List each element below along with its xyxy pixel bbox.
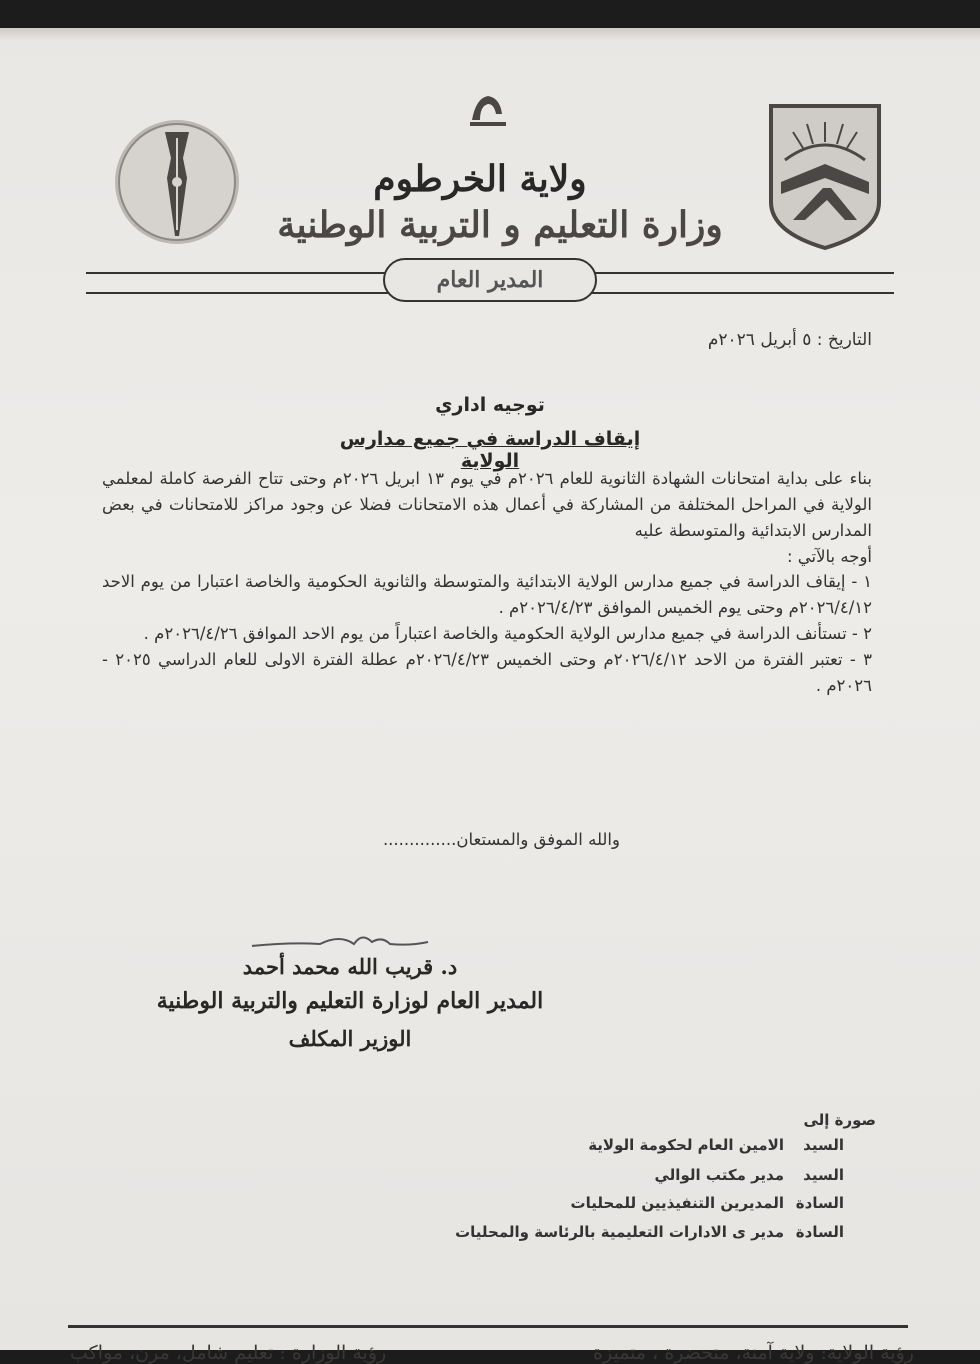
copy-recipient	[655, 1166, 845, 1184]
recipient-title: السيد	[803, 1166, 844, 1184]
document-type: توجيه اداري	[435, 394, 545, 416]
letter-page	[0, 28, 980, 1364]
recipient-name: الامين العام لحكومة الولاية	[588, 1136, 784, 1154]
recipient-name: مدير ى الادارات التعليمية بالرئاسة والمحليات	[455, 1223, 784, 1241]
copy-recipient	[588, 1136, 844, 1154]
signatory-name: د. قريب الله محمد أحمد	[242, 954, 458, 979]
directive-item: ٣ - تعتبر الفترة من الاحد ٢٠٢٦/٤/١٢م وحتى الخميس ٢٠٢٦/٤/٢٣م عطلة الفترة الاولى للعام الدراسي ٢٠٢٥ - ٢٠٢٦م .	[102, 650, 872, 695]
signatory-position: المدير العام لوزارة التعليم والتربية الوطنية	[156, 988, 544, 1014]
intro-paragraph	[102, 466, 872, 570]
footer-divider	[68, 1325, 908, 1328]
ministry-pen-emblem	[113, 118, 241, 246]
handwritten-signature	[250, 928, 430, 954]
directive-lead: أوجه بالآتي :	[786, 547, 872, 566]
copy-recipient	[455, 1223, 844, 1241]
directive-list	[102, 569, 872, 699]
ministry-vision: رؤية الوزارة : تعليم شامل، مرن، مواكب	[70, 1342, 387, 1364]
calligraphy-emblem	[466, 90, 510, 132]
state-vision: رؤية الولاية: ولاية آمنة، متحضرة ، متميزة	[593, 1342, 914, 1364]
state-name: ولاية الخرطوم	[373, 158, 587, 200]
signatory-role: الوزير المكلف	[288, 1026, 412, 1051]
recipient-name: مدير مكتب الوالي	[654, 1166, 784, 1184]
document-subject: إيقاف الدراسة في جميع مدارس الولاية	[339, 428, 641, 472]
copy-to-heading: صورة إلى	[803, 1111, 876, 1129]
letter-date: التاريخ : ٥ أبريل ٢٠٢٦م	[707, 330, 872, 350]
office-badge	[383, 258, 597, 302]
directive-item: ٢ - تستأنف الدراسة في جميع مدارس الولاية الحكومية والخاصة اعتباراً من يوم الاحد الموافق ٢٠٢٦/٤/٢٦م .	[143, 624, 872, 643]
copy-recipient	[571, 1194, 844, 1212]
intro-text: بناء على بداية امتحانات الشهادة الثانوية للعام ٢٠٢٦م في يوم ١٣ ابريل ٢٠٢٦م وحتى تتاح الفرصة كاملة لمعلمي الولاية في المراحل المختلفة من المشاركة في أعمال هذه الامتحانات فضلا عن وجود مراكز للامتحانات في بعض المدارس الابتدائية والمتوسطة عليه	[102, 469, 872, 540]
recipient-title: السادة	[795, 1194, 844, 1212]
directive-item: ١ - إيقاف الدراسة في جميع مدارس الولاية الابتدائية والمتوسطة والثانوية الحكومية والخاصة اعتبارا من يوم الاحد ٢٠٢٦/٤/١٢م وحتى يوم الخميس الموافق ٢٠٢٦/٤/٢٣م .	[102, 572, 872, 617]
recipient-name: المديرين التنفيذيين للمحليات	[570, 1194, 784, 1212]
recipient-title: السيد	[803, 1136, 844, 1154]
ministry-name: وزارة التعليم و التربية الوطنية	[277, 204, 723, 246]
recipient-title: السادة	[795, 1223, 844, 1241]
state-shield-emblem	[765, 102, 885, 250]
closing-line: والله الموفق والمستعان..............	[382, 830, 620, 849]
office-title: المدير العام	[436, 267, 544, 293]
